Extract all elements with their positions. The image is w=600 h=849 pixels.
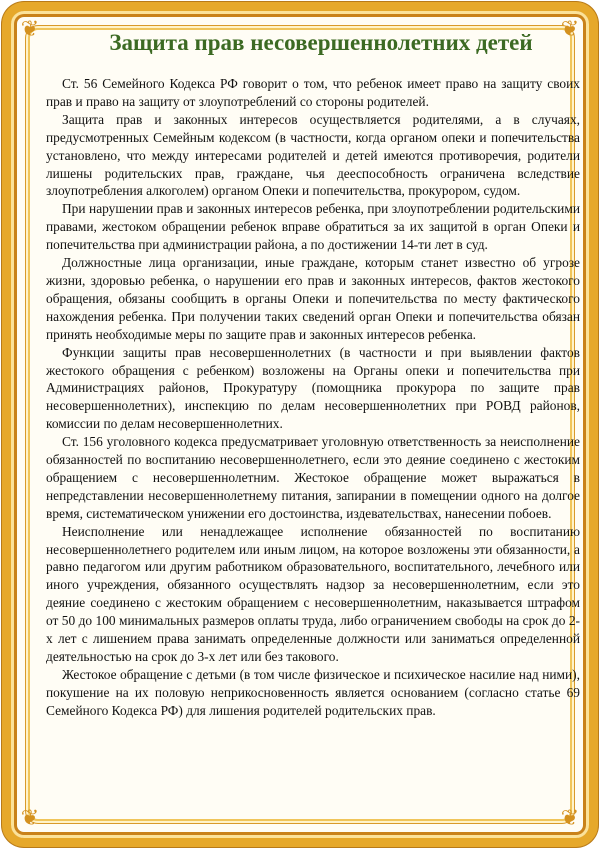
paragraph: Ст. 56 Семейного Кодекса РФ говорит о том, что ребенок имеет право на защиту своих прав и право на защиту от злоупотреблений со стороны родителей. [46, 76, 580, 109]
paragraph: Неисполнение или ненадлежащее исполнение обязанностей по воспитанию несовершеннолетнего родителем или иным лицом, на которое возложены эти обязанности, а равно педагогом или другим работником образовательного, воспитательного, лечебного или иного учреждения, обязанного осуществлять надзор за несовершеннолетним, если это деяние соединено с жестоким обращением с несовершеннолетним, наказывается штрафом от 50 до 100 минимальных размеров оплаты труда, либо ограничением свободы на срок до 2-х лет с лишением права занимать определенные должности или заниматься определенной деятельностью на срок до 3-х лет или без такового. [46, 523, 580, 664]
paragraph: При нарушении прав и законных интересов ребенка, при злоупотреблении родительскими правами, жестоком обращении ребенок вправе обратиться за их защитой в орган Опеки и попечительства при администрации района, а по достижении 14-ти лет в суд. [46, 201, 580, 253]
document-body [46, 28, 580, 720]
paragraph: Должностные лица организации, иные граждане, которым станет известно об угрозе жизни, здоровью ребенка, о нарушении его прав и законных интересов, фактов жестокого обращения, обязаны сообщить в органы Опеки и попечительства по месту фактического нахождения ребенка. При получении таких сведений орган Опеки и попечительства обязан принять необходимые меры по защите прав и законных интересов ребенка. [46, 255, 580, 342]
corner-ornament-icon: ❦ [560, 17, 580, 42]
paragraph: Функции защиты прав несовершеннолетних (в частности и при выявлении фактов жестокого обращения с ребенком) возложены на Органы опеки и попечительства при Администрациях районов, Прокуратуру (помощника прокурора по защите прав несовершеннолетних), инспекцию по делам несовершеннолетних при РОВД районов, комиссии по делам несовершеннолетних. [46, 344, 580, 432]
corner-ornament-icon: ❦ [560, 806, 580, 831]
corner-ornament-icon: ❦ [20, 17, 40, 42]
page-title: Защита прав несовершеннолетних детей [109, 30, 533, 55]
paragraph: Ст. 156 уголовного кодекса предусматривает уголовную ответственность за неисполнение обязанностей по воспитанию несовершеннолетнего, если это деяние соединено с жестоким обращением с несовершеннолетним. Жестокое обращение может выражаться в непредставлении несовершеннолетнему питания, запирании в помещении одного на долгое время, систематическом унижении его достоинства, издевательствах, нанесении побоев. [46, 434, 580, 521]
paragraph: Защита прав и законных интересов осуществляется родителями, а в случаях, предусмотренных Семейным кодексом (в частности, когда органом опеки и попечительства установлено, что между интересами родителей и детей имеются противоречия, родители лишены родительских прав, граждане, чья дееспособность ограничена вследствие злоупотребления алкоголем) органом Опеки и попечительства, прокурором, судом. [46, 111, 580, 199]
paragraph: Жестокое обращение с детьми (в том числе физическое и психическое насилие над ними), покушение на их половую неприкосновенность является основанием (согласно статье 69 Семейного Кодекса РФ) для лишения родителей родительских прав. [46, 666, 580, 718]
corner-ornament-icon: ❦ [20, 806, 40, 831]
